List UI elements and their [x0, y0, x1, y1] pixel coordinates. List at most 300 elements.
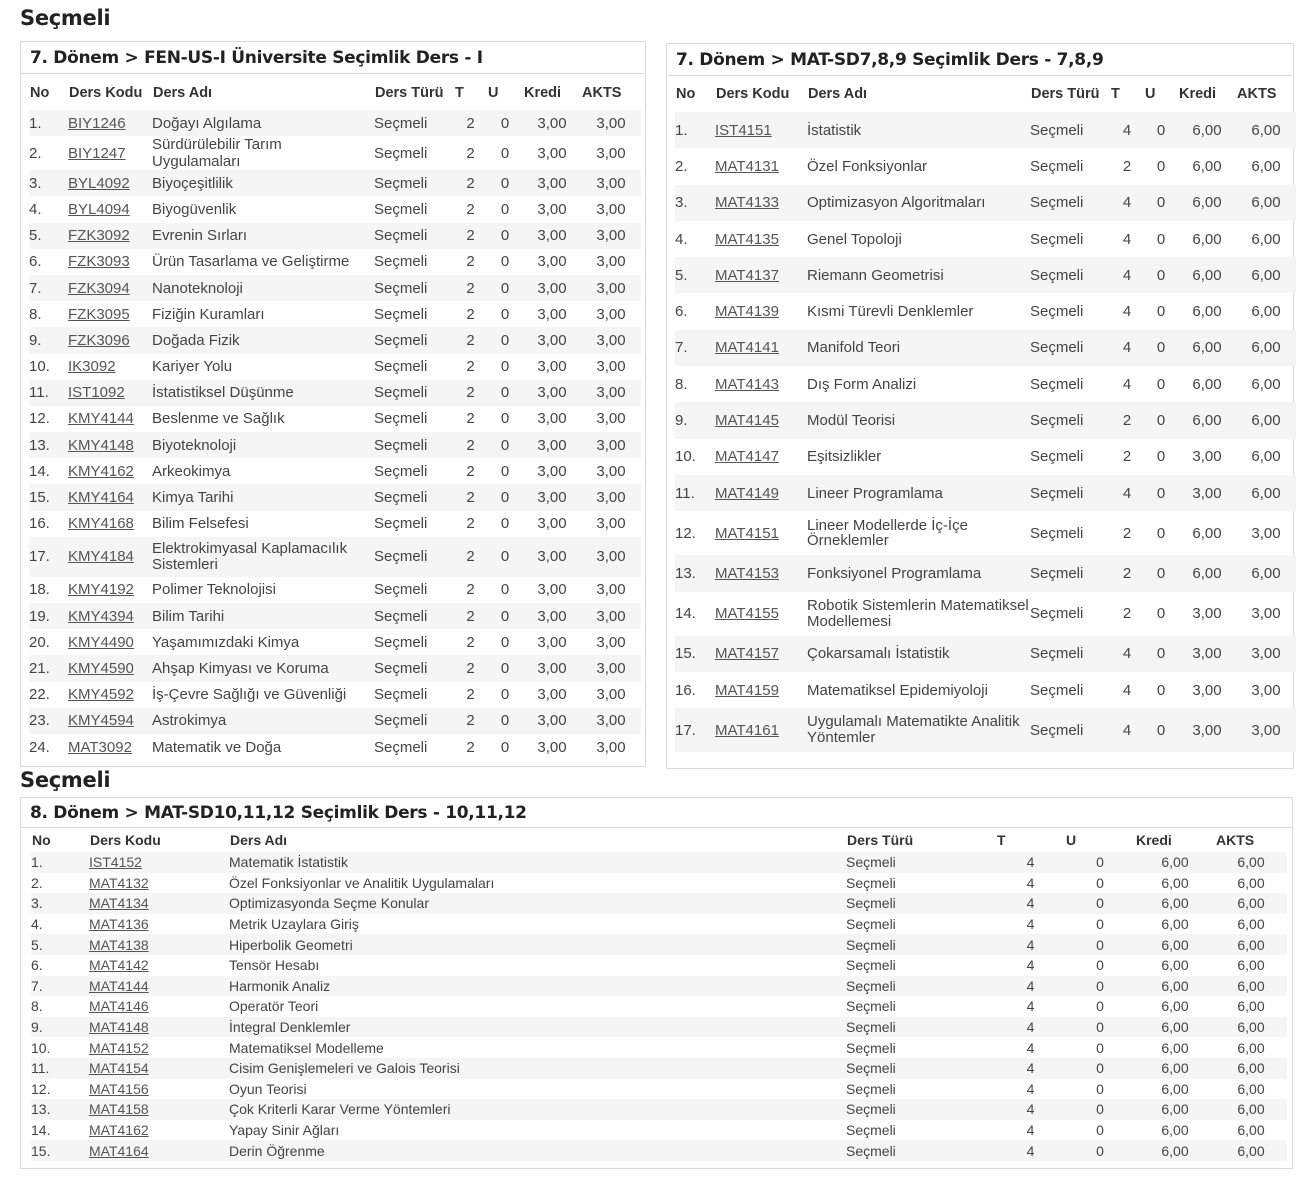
cell-name: Optimizasyon Algoritmaları: [807, 185, 1030, 221]
cell-t: 2: [466, 144, 475, 162]
cell-code: [68, 484, 152, 510]
cell-t: 2: [466, 738, 475, 756]
cell-no: 2.: [675, 157, 688, 175]
cell-code: [68, 406, 152, 432]
cell-t: 4: [996, 852, 1065, 873]
course-code-link[interactable]: KMY4164: [68, 489, 134, 507]
cell-akts: 3,00: [596, 686, 626, 704]
course-code-link[interactable]: MAT4156: [89, 1080, 149, 1097]
cell-name: Kimya Tarihi: [152, 484, 374, 510]
cell-no: 8.: [675, 375, 688, 393]
cell-code: [68, 432, 152, 458]
cell-type: Seçmeli: [1030, 375, 1084, 393]
cell-u: 0: [1096, 1122, 1104, 1139]
table-row: [29, 196, 641, 222]
cell-kredi: 3,00: [1192, 605, 1222, 623]
course-code-link[interactable]: KMY4590: [68, 659, 134, 677]
cell-t: 4: [1026, 874, 1035, 891]
cell-kredi: 3,00: [1178, 636, 1236, 672]
cell-no: 11.: [31, 1058, 89, 1079]
cell-name: Uygulamalı Matematikte Analitik Yöntemler: [807, 708, 1030, 752]
cell-u: 0: [487, 110, 523, 136]
cell-name: İstatistik: [807, 112, 1030, 148]
cell-u: 0: [500, 410, 510, 428]
cell-kredi: 3,00: [537, 144, 567, 162]
cell-type: Seçmeli: [374, 170, 454, 196]
course-code-link[interactable]: MAT4138: [89, 936, 149, 953]
cell-t: 4: [996, 1140, 1065, 1161]
table-row: [29, 577, 641, 603]
cell-no: 11.: [675, 475, 715, 511]
cell-name: Manifold Teori: [807, 330, 1030, 366]
cell-kredi: 6,00: [1161, 1080, 1189, 1097]
cell-t: 4: [1110, 636, 1144, 672]
cell-type: Seçmeli: [374, 581, 428, 599]
cell-name: Elektrokimyasal Kaplamacılık Sistemleri: [152, 537, 374, 577]
cell-no: 10.: [29, 358, 50, 376]
cell-akts: 3,00: [581, 655, 641, 681]
cell-kredi: 6,00: [1135, 1099, 1215, 1120]
cell-akts: 6,00: [1237, 998, 1265, 1015]
cell-code: [68, 275, 152, 301]
cell-name: Biyoteknoloji: [152, 432, 374, 458]
cell-name: Modül Teorisi: [807, 402, 1030, 438]
cell-code: [715, 185, 807, 221]
course-code-link[interactable]: FZK3095: [68, 305, 130, 323]
cell-t: 4: [1122, 681, 1132, 699]
cell-code: [89, 873, 229, 894]
col-akts: AKTS: [1216, 832, 1255, 848]
cell-code: [89, 1079, 229, 1100]
course-table: [29, 76, 641, 760]
table-row: [675, 185, 1296, 221]
table-row: [29, 275, 641, 301]
cell-kredi: 6,00: [1192, 303, 1222, 321]
course-code-link[interactable]: MAT4159: [715, 681, 779, 699]
cell-t: 2: [454, 275, 487, 301]
cell-no: 15.: [31, 1140, 89, 1161]
cell-type: Seçmeli: [1030, 475, 1110, 511]
cell-akts: 3,00: [581, 432, 641, 458]
cell-kredi: 6,00: [1161, 998, 1189, 1015]
cell-u: 0: [500, 633, 510, 651]
course-code-link[interactable]: MAT4141: [715, 339, 779, 357]
course-code-link[interactable]: MAT4139: [715, 303, 779, 321]
cell-t: 4: [1026, 1080, 1035, 1097]
table-row: [29, 734, 641, 760]
cell-type: Seçmeli: [1030, 402, 1110, 438]
cell-t: 4: [1122, 230, 1132, 248]
cell-u: 0: [1144, 555, 1178, 591]
cell-u: 0: [1144, 636, 1178, 672]
cell-code: [715, 708, 807, 752]
cell-akts: 6,00: [1237, 1080, 1265, 1097]
course-code-link[interactable]: MAT4136: [89, 916, 149, 933]
cell-kredi: 3,00: [537, 305, 567, 323]
cell-no: 7.: [29, 275, 68, 301]
cell-type: Seçmeli: [846, 874, 896, 891]
table-row: [29, 223, 641, 249]
course-code-link[interactable]: KMY4192: [68, 581, 134, 599]
cell-t: 2: [454, 110, 487, 136]
cell-akts: 6,00: [1237, 874, 1265, 891]
cell-u: 0: [487, 380, 523, 406]
cell-type: Seçmeli: [1030, 681, 1084, 699]
cell-code: [68, 380, 152, 406]
cell-code: [68, 170, 152, 196]
cell-t: 2: [466, 515, 475, 533]
cell-name: Doğayı Algılama: [152, 110, 374, 136]
table-row: [29, 682, 641, 708]
cell-type: Seçmeli: [846, 1058, 996, 1079]
cell-no: 7.: [31, 976, 89, 997]
table-row: [31, 1037, 1287, 1058]
course-code-link[interactable]: FZK3094: [68, 279, 130, 297]
cell-akts: 6,00: [1237, 1122, 1265, 1139]
cell-akts: 6,00: [1236, 185, 1296, 221]
cell-type: Seçmeli: [374, 110, 454, 136]
cell-u: 0: [1156, 605, 1166, 623]
cell-no: 16.: [675, 681, 696, 699]
cell-no: 4.: [31, 916, 43, 933]
course-code-link[interactable]: MAT4152: [89, 1039, 149, 1056]
course-code-link[interactable]: BYL4094: [68, 200, 130, 218]
cell-name: Tensör Hesabı: [229, 957, 320, 974]
cell-t: 4: [996, 893, 1065, 914]
cell-kredi: 3,00: [523, 275, 581, 301]
cell-t: 4: [1110, 330, 1144, 366]
col-u: U: [1066, 832, 1077, 848]
cell-u: 0: [1065, 934, 1135, 955]
panel-header: 7. Dönem > MAT-SD7,8,9 Seçimlik Ders - 7,8,9: [667, 44, 1293, 76]
table-row: [675, 511, 1296, 555]
cell-code: [715, 475, 807, 511]
table-row: [29, 406, 641, 432]
cell-t: 2: [466, 462, 475, 480]
table-row: [29, 136, 641, 170]
cell-t: 2: [1110, 402, 1144, 438]
course-code-link[interactable]: KMY4394: [68, 607, 134, 625]
course-code-link[interactable]: BIY1246: [68, 114, 126, 132]
cell-name: Çok Kriterli Karar Verme Yöntemleri: [229, 1099, 846, 1120]
cell-kredi: 3,00: [523, 708, 581, 734]
panel-header: 7. Dönem > FEN-US-I Üniversite Seçimlik Ders - I: [21, 42, 645, 74]
cell-t: 2: [454, 537, 487, 577]
panel-header: 8. Dönem > MAT-SD10,11,12 Seçimlik Ders - 10,11,12: [21, 798, 1292, 828]
course-code-link[interactable]: KMY4162: [68, 462, 134, 480]
cell-akts: 6,00: [1236, 330, 1296, 366]
cell-t: 4: [1110, 185, 1144, 221]
course-code-link[interactable]: IST4152: [89, 854, 142, 871]
course-code-link[interactable]: MAT4151: [715, 524, 779, 542]
cell-no: 20.: [29, 633, 50, 651]
cell-no: 14.: [675, 605, 696, 623]
course-code-link[interactable]: KMY4144: [68, 410, 134, 428]
cell-t: 2: [454, 170, 487, 196]
cell-u: 0: [1156, 230, 1166, 248]
table-row: [29, 603, 641, 629]
cell-no: 3.: [29, 170, 68, 196]
cell-t: 2: [454, 655, 487, 681]
course-code-link[interactable]: MAT4143: [715, 375, 779, 393]
course-code-link[interactable]: IST4151: [715, 121, 772, 139]
cell-u: 0: [500, 144, 510, 162]
cell-kredi: 6,00: [1135, 1140, 1215, 1161]
course-code-link[interactable]: BYL4092: [68, 174, 130, 192]
cell-t: 2: [466, 358, 475, 376]
table-row: [675, 293, 1296, 329]
table-row: [29, 249, 641, 275]
cell-kredi: 3,00: [537, 253, 567, 271]
course-code-link[interactable]: MAT4161: [715, 721, 779, 739]
course-code-link[interactable]: MAT3092: [68, 738, 132, 756]
cell-kredi: 6,00: [1161, 1122, 1189, 1139]
cell-code: [89, 996, 229, 1017]
cell-kredi: 3,00: [523, 110, 581, 136]
course-code-link[interactable]: MAT4133: [715, 194, 779, 212]
cell-t: 4: [1122, 303, 1132, 321]
course-code-link[interactable]: KMY4490: [68, 633, 134, 651]
cell-u: 0: [487, 275, 523, 301]
table-row: [31, 1140, 1287, 1161]
course-code-link[interactable]: FZK3096: [68, 331, 130, 349]
cell-no: 24.: [29, 738, 50, 756]
course-code-link[interactable]: MAT4162: [89, 1122, 149, 1139]
cell-no: 5.: [675, 257, 715, 293]
cell-no: 1.: [675, 112, 715, 148]
table-row: [675, 475, 1296, 511]
course-code-link[interactable]: IST1092: [68, 384, 125, 402]
cell-name: Yapay Sinir Ağları: [229, 1122, 340, 1139]
cell-akts: 3,00: [581, 603, 641, 629]
cell-kredi: 3,00: [1192, 681, 1222, 699]
cell-code: [89, 934, 229, 955]
course-code-link[interactable]: MAT4154: [89, 1060, 149, 1077]
cell-type: Seçmeli: [374, 410, 428, 428]
cell-name: Fiziğin Kuramları: [152, 305, 265, 323]
course-code-link[interactable]: MAT4145: [715, 412, 779, 430]
cell-no: 14.: [31, 1122, 51, 1139]
cell-name: Biyoçeşitlilik: [152, 170, 374, 196]
course-panel-mat-sd789: [666, 43, 1294, 769]
course-code-link[interactable]: MAT4164: [89, 1142, 149, 1159]
cell-t: 4: [1122, 375, 1132, 393]
cell-code: [68, 629, 152, 655]
cell-code: [89, 1017, 229, 1038]
cell-akts: 3,00: [596, 515, 626, 533]
course-code-link[interactable]: MAT4153: [715, 564, 779, 582]
cell-no: 3.: [31, 893, 89, 914]
course-code-link[interactable]: MAT4144: [89, 977, 149, 994]
cell-type: Seçmeli: [374, 633, 428, 651]
cell-name: Riemann Geometrisi: [807, 257, 1030, 293]
table-row: [675, 330, 1296, 366]
course-code-link[interactable]: MAT4147: [715, 448, 779, 466]
course-code-link[interactable]: MAT4137: [715, 266, 779, 284]
course-code-link[interactable]: FZK3093: [68, 253, 130, 271]
col-type: Ders Türü: [1031, 86, 1100, 102]
cell-type: Seçmeli: [1030, 555, 1110, 591]
cell-type: Seçmeli: [846, 1039, 896, 1056]
course-code-link[interactable]: KMY4184: [68, 548, 134, 566]
course-code-link[interactable]: MAT4157: [715, 645, 779, 663]
table-row: [675, 439, 1296, 475]
cell-type: Seçmeli: [1030, 157, 1084, 175]
cell-name: Metrik Uzaylara Giriş: [229, 916, 359, 933]
cell-t: 2: [1122, 157, 1132, 175]
cell-no: 5.: [31, 934, 89, 955]
course-code-link[interactable]: KMY4168: [68, 515, 134, 533]
col-u: U: [1145, 86, 1156, 102]
cell-name: Matematik ve Doğa: [152, 738, 282, 756]
cell-akts: 3,00: [581, 537, 641, 577]
course-code-link[interactable]: MAT4155: [715, 605, 779, 623]
course-code-link[interactable]: FZK3092: [68, 227, 130, 245]
cell-kredi: 3,00: [537, 633, 567, 651]
col-akts: AKTS: [1237, 86, 1277, 102]
cell-akts: 3,00: [596, 633, 626, 651]
table-row: [675, 672, 1296, 708]
cell-kredi: 6,00: [1135, 1017, 1215, 1038]
cell-code: [89, 1120, 229, 1141]
course-code-link[interactable]: MAT4149: [715, 484, 779, 502]
course-code-link[interactable]: KMY4592: [68, 686, 134, 704]
cell-kredi: 6,00: [1135, 893, 1215, 914]
cell-t: 2: [454, 380, 487, 406]
cell-code: [68, 249, 152, 275]
cell-u: 0: [500, 253, 510, 271]
cell-akts: 3,00: [581, 275, 641, 301]
cell-name: Yaşamımızdaki Kimya: [152, 633, 300, 651]
cell-kredi: 3,00: [523, 484, 581, 510]
cell-u: 0: [1065, 1017, 1135, 1038]
cell-kredi: 6,00: [1135, 1058, 1215, 1079]
cell-name: Dış Form Analizi: [807, 375, 917, 393]
cell-u: 0: [1144, 402, 1178, 438]
cell-t: 2: [454, 603, 487, 629]
table-row: [31, 873, 1287, 894]
cell-akts: 3,00: [1251, 605, 1281, 623]
cell-type: Seçmeli: [846, 893, 996, 914]
cell-akts: 3,00: [596, 305, 626, 323]
col-code: Ders Kodu: [69, 85, 143, 101]
course-code-link[interactable]: BIY1247: [68, 144, 126, 162]
cell-akts: 6,00: [1215, 1017, 1287, 1038]
cell-u: 0: [1065, 893, 1135, 914]
cell-no: 21.: [29, 655, 68, 681]
cell-u: 0: [500, 581, 510, 599]
cell-no: 13.: [675, 555, 715, 591]
course-code-link[interactable]: MAT4142: [89, 957, 149, 974]
cell-u: 0: [1096, 1080, 1104, 1097]
cell-no: 10.: [675, 448, 696, 466]
cell-u: 0: [487, 708, 523, 734]
cell-type: Seçmeli: [374, 305, 428, 323]
cell-u: 0: [1065, 1140, 1135, 1161]
cell-code: [89, 976, 229, 997]
table-row: [29, 327, 641, 353]
cell-akts: 6,00: [1215, 852, 1287, 873]
course-code-link[interactable]: KMY4148: [68, 436, 134, 454]
course-code-link[interactable]: MAT4148: [89, 1019, 149, 1036]
table-row: [675, 112, 1296, 148]
cell-code: [715, 555, 807, 591]
cell-kredi: 6,00: [1192, 230, 1222, 248]
cell-kredi: 3,00: [523, 537, 581, 577]
cell-code: [68, 708, 152, 734]
cell-code: [68, 537, 152, 577]
cell-type: Seçmeli: [1030, 230, 1084, 248]
cell-kredi: 3,00: [537, 462, 567, 480]
cell-code: [715, 402, 807, 438]
cell-kredi: 3,00: [523, 655, 581, 681]
course-code-link[interactable]: MAT4158: [89, 1101, 149, 1118]
cell-code: [89, 893, 229, 914]
cell-name: Robotik Sistemlerin Matematiksel Modellemesi: [807, 596, 1029, 630]
cell-code: [68, 458, 152, 484]
cell-no: 5.: [29, 223, 68, 249]
cell-name: Matematik İstatistik: [229, 852, 846, 873]
col-name: Ders Adı: [153, 85, 213, 101]
cell-type: Seçmeli: [1030, 605, 1084, 623]
course-code-link[interactable]: IK3092: [68, 358, 116, 376]
table-row: [675, 592, 1296, 636]
cell-akts: 3,00: [1236, 636, 1296, 672]
col-u: U: [488, 85, 499, 101]
course-code-link[interactable]: MAT4135: [715, 230, 779, 248]
table-row: [29, 484, 641, 510]
cell-akts: 6,00: [1251, 303, 1281, 321]
cell-no: 15.: [29, 484, 68, 510]
cell-no: 6.: [31, 957, 43, 974]
table-row: [29, 629, 641, 655]
cell-no: 6.: [29, 253, 42, 271]
cell-t: 4: [1110, 475, 1144, 511]
cell-no: 9.: [675, 402, 715, 438]
cell-akts: 3,00: [581, 708, 641, 734]
cell-akts: 6,00: [1236, 257, 1296, 293]
cell-akts: 6,00: [1251, 375, 1281, 393]
cell-u: 0: [1144, 112, 1178, 148]
cell-no: 6.: [675, 303, 688, 321]
cell-u: 0: [1065, 1099, 1135, 1120]
table-header-row: [29, 76, 641, 110]
cell-code: [68, 577, 152, 603]
cell-type: Seçmeli: [374, 327, 454, 353]
cell-code: [715, 592, 807, 636]
cell-t: 2: [454, 223, 487, 249]
cell-t: 2: [466, 253, 475, 271]
cell-code: [68, 603, 152, 629]
course-code-link[interactable]: MAT4131: [715, 157, 779, 175]
course-code-link[interactable]: MAT4134: [89, 895, 149, 912]
cell-code: [89, 1099, 229, 1120]
course-code-link[interactable]: MAT4146: [89, 998, 149, 1015]
cell-akts: 3,00: [596, 738, 626, 756]
cell-akts: 6,00: [1251, 157, 1281, 175]
course-code-link[interactable]: KMY4594: [68, 712, 134, 730]
course-code-link[interactable]: MAT4132: [89, 874, 149, 891]
cell-no: 12.: [675, 524, 696, 542]
cell-type: Seçmeli: [374, 253, 428, 271]
cell-akts: 3,00: [581, 170, 641, 196]
table-row: [31, 1099, 1287, 1120]
cell-akts: 6,00: [1215, 893, 1287, 914]
cell-code: [68, 354, 152, 380]
col-t: T: [455, 85, 464, 101]
course-table: [675, 76, 1296, 752]
cell-no: 17.: [29, 537, 68, 577]
